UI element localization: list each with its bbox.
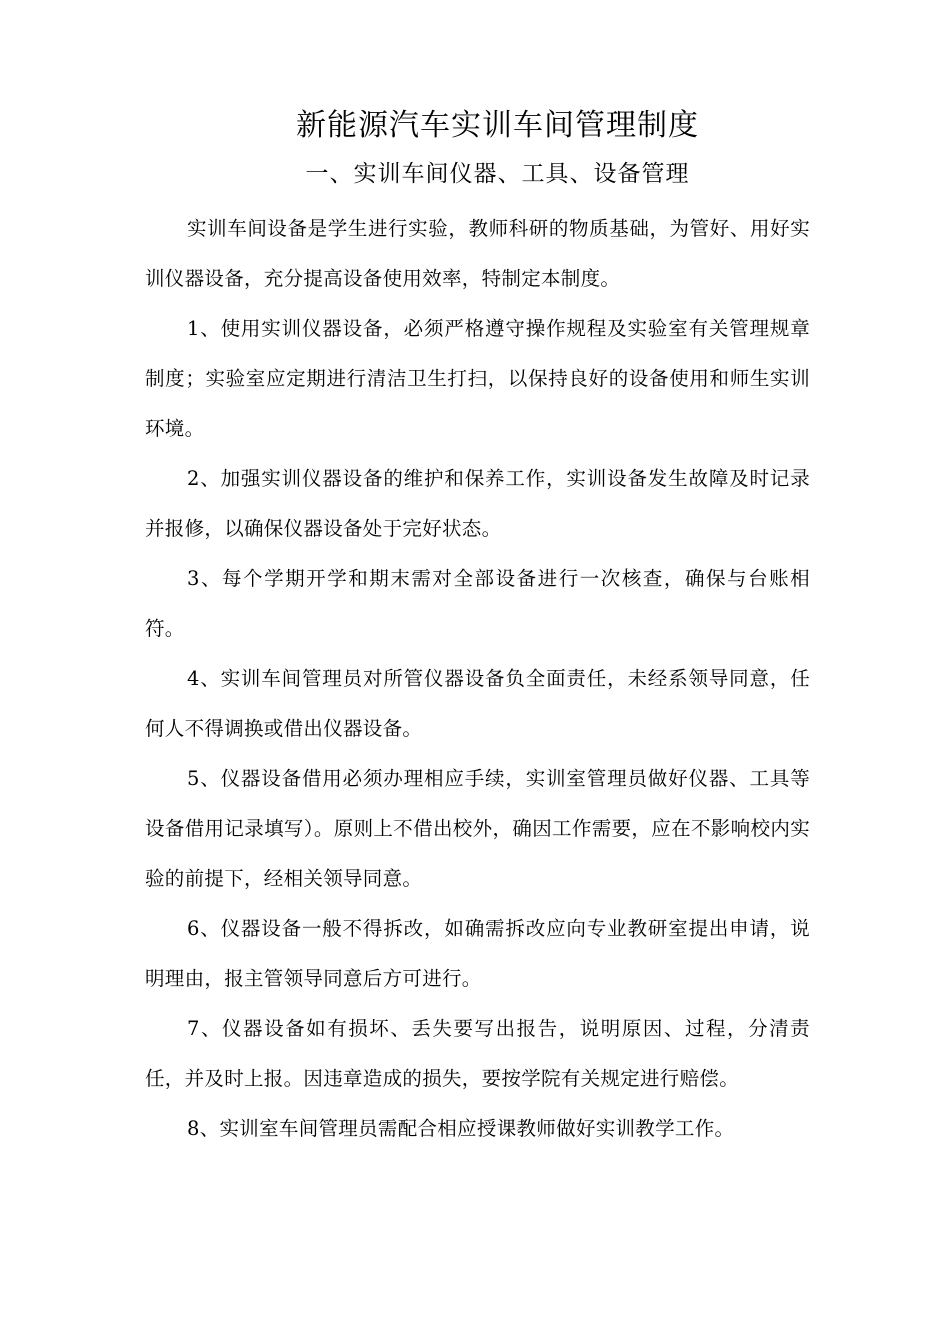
rule-item-1: 1、使用实训仪器设备，必须严格遵守操作规程及实验室有关管理规章制度；实验室应定期进行清洁卫生打扫，以保持良好的设备使用和师生实训环境。: [145, 317, 810, 440]
rule-item-6: 6、仪器设备一般不得拆改，如确需拆改应向专业教研室提出申请，说明理由，报主管领导同意后方可进行。: [145, 917, 810, 990]
rule-item-5: 5、仪器设备借用必须办理相应手续，实训室管理员做好仪器、工具等设备借用记录填写）。原则上不借出校外，确因工作需要，应在不影响校内实验的前提下，经相关领导同意。: [145, 767, 810, 890]
rule-item-8: 8、实训室车间管理员需配合相应授课教师做好实训教学工作。: [187, 1117, 735, 1140]
rule-item-4: 4、实训车间管理员对所管仪器设备负全面责任，未经系领导同意，任何人不得调换或借出仪器设备。: [145, 667, 810, 740]
document-page: [145, 98, 810, 1154]
section-title: 一、实训车间仪器、工具、设备管理: [305, 161, 690, 187]
rule-item-3: 3、每个学期开学和期末需对全部设备进行一次核查，确保与台账相符。: [145, 567, 810, 640]
rule-item-7: 7、仪器设备如有损坏、丢失要写出报告，说明原因、过程，分清责任，并及时上报。因违章造成的损失，要按学院有关规定进行赔偿。: [145, 1017, 810, 1090]
rule-item-2: 2、加强实训仪器设备的维护和保养工作，实训设备发生故障及时记录并报修，以确保仪器设备处于完好状态。: [145, 467, 810, 540]
document-title: 新能源汽车实训车间管理制度: [296, 108, 699, 143]
intro-paragraph: 实训车间设备是学生进行实验，教师科研的物质基础，为管好、用好实训仪器设备，充分提高设备使用效率，特制定本制度。: [145, 217, 810, 290]
